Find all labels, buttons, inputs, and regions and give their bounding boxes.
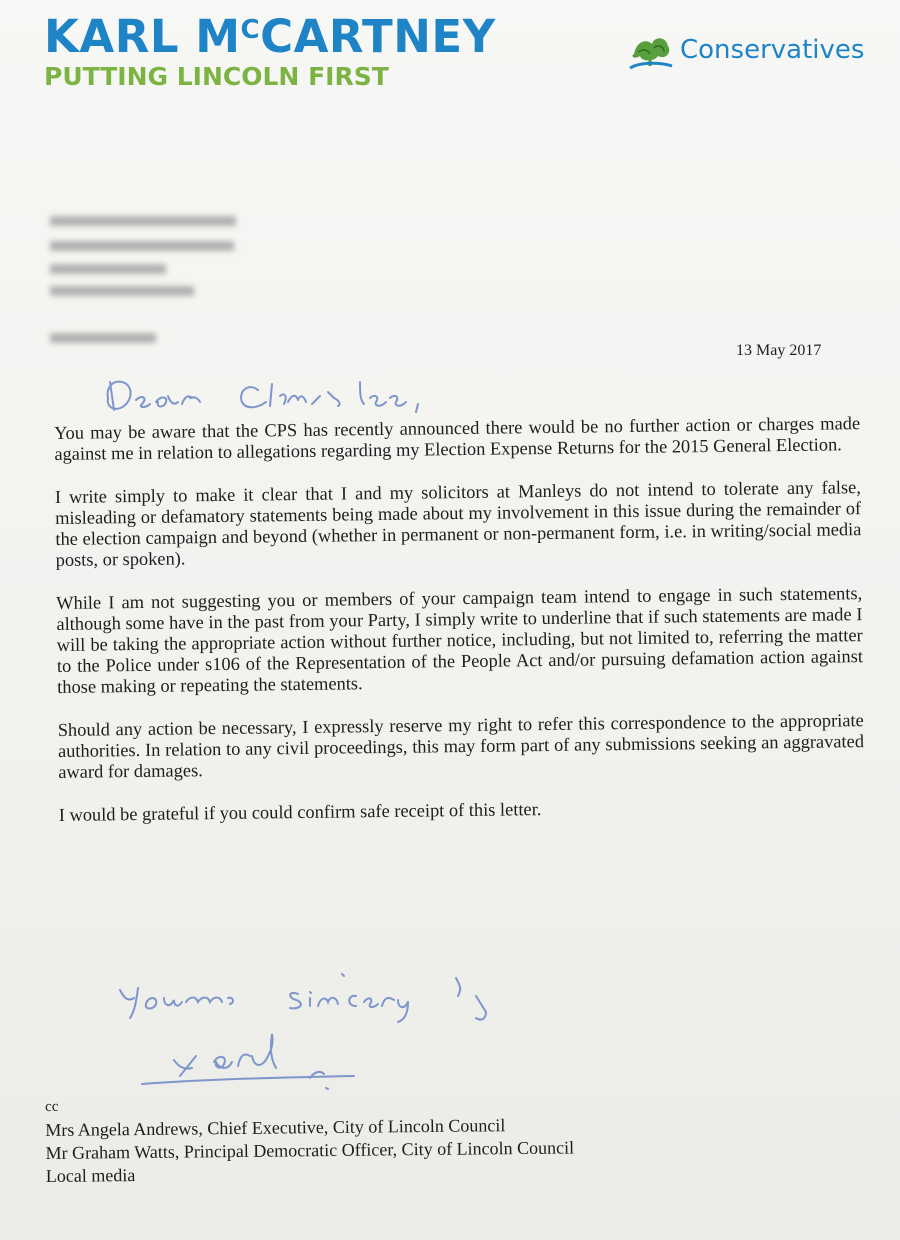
redacted-address-line bbox=[50, 264, 166, 274]
letter-paragraph: While I am not suggesting you or members of your campaign team intend to engage in such statements, although some have in the past from your Party, I simply write to underline that if such statements are made I will be taking the appropriate action without further notice, including, but not limited to, referring the matter to the Police under s106 of the Representation of the People Act and/or pursuing defamation action against those making or repeating the statements. bbox=[56, 583, 864, 697]
letter-date: 13 May 2017 bbox=[736, 342, 822, 359]
cc-recipient: Mr Graham Watts, Principal Democratic Officer, City of Lincoln Council bbox=[45, 1137, 575, 1163]
letter-paragraph: Should any action be necessary, I expressly reserve my right to refer this correspondence to the appropriate authorities. In relation to any civil proceedings, this may form part of any submissions seeking an aggravated award for damages. bbox=[57, 710, 865, 782]
conservative-tree-icon bbox=[628, 30, 674, 70]
cc-block bbox=[45, 1090, 574, 1188]
handwritten-signature bbox=[134, 1026, 394, 1094]
party-logo bbox=[628, 30, 864, 70]
campaign-slogan: PUTTING LINCOLN FIRST bbox=[44, 62, 389, 91]
letter-paragraph: You may be aware that the CPS has recently announced there would be no further action or charges made against me in relation to allegations regarding my Election Expense Returns for the 2015 General Election. bbox=[54, 413, 861, 464]
candidate-name: KARL $M^CCARTNEY$ bbox=[44, 10, 496, 63]
letter-body bbox=[54, 413, 865, 848]
handwritten-salutation bbox=[98, 368, 468, 420]
letter-paragraph: I write simply to make it clear that I and my solicitors at Manleys do not intend to tolerate any false, misleading or defamatory statements being made about my involvement in this issue during the remainder of the election campaign and beyond (whether in permanent or non-permanent form, i.e. in writing/social media posts, or spoken). bbox=[54, 477, 862, 570]
redacted-address-line bbox=[50, 241, 234, 251]
party-name: Conservatives bbox=[680, 35, 865, 65]
cc-label: cc bbox=[45, 1098, 59, 1115]
cc-recipient: Mrs Angela Andrews, Chief Executive, City of Lincoln Council bbox=[45, 1115, 506, 1140]
redacted-address-line bbox=[50, 216, 236, 226]
redacted-address-line bbox=[50, 286, 194, 296]
cc-recipient: Local media bbox=[45, 1165, 136, 1186]
redacted-address-line bbox=[50, 333, 156, 343]
letter-paragraph: I would be grateful if you could confirm safe receipt of this letter. bbox=[58, 799, 542, 825]
handwritten-closing bbox=[112, 968, 512, 1028]
